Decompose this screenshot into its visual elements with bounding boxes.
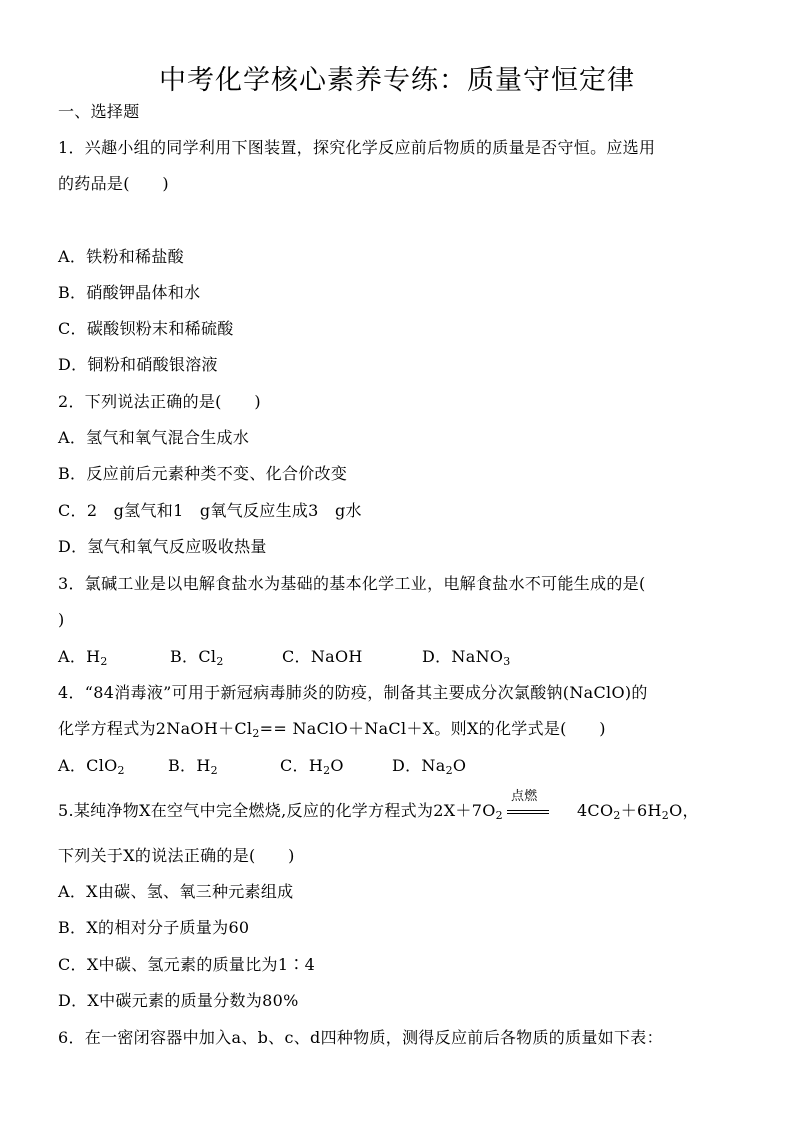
- q1-stem-line1: 1．兴趣小组的同学利用下图装置，探究化学反应前后物质的质量是否守恒。应选用: [58, 138, 656, 157]
- q2-option-a: A．氢气和氧气混合生成水: [58, 428, 250, 447]
- q2-stem: 2．下列说法正确的是( ): [58, 392, 261, 411]
- q4-options: [58, 756, 466, 776]
- reaction-condition: 点燃: [510, 789, 538, 804]
- q2-option-b: B．反应前后元素种类不变、化合价改变: [58, 464, 348, 483]
- q3-option-b: B．$Cl_2$: [170, 647, 224, 668]
- q3-option-d: D．NaNO$_3$: [422, 647, 511, 668]
- q3-options: [58, 647, 511, 667]
- q1-option-c: C．碳酸钡粉末和稀硫酸: [58, 319, 234, 338]
- section-heading: 一、选择题: [58, 102, 140, 121]
- q4-option-d: D．$Na_2O$: [392, 756, 467, 777]
- q4-stem-line2: 化学方程式为$2NaOH+Cl_2==$ NaClO＋NaCl＋X。则X的化学式是( ): [58, 719, 606, 740]
- q4-stem-line1: 4．“84消毒液”可用于新冠病毒肺炎的防疫，制备其主要成分次氯酸钠(NaClO)的: [58, 683, 648, 702]
- page-title: 中考化学核心素养专练：质量守恒定律: [159, 65, 635, 96]
- q5-stem-line1: 5.某纯净物X在空气中完全燃烧,反应的化学方程式为$2X+7O_2$ 点燃 $4CO_2+6H_2O$，: [58, 789, 699, 822]
- q5-option-d: D．X中碳元素的质量分数为80%: [58, 991, 299, 1010]
- q5-stem-line2: 下列关于X的说法正确的是( ): [58, 846, 295, 865]
- q5-option-b: B．X的相对分子质量为60: [58, 918, 250, 937]
- q2-option-d: D．氢气和氧气反应吸收热量: [58, 537, 267, 556]
- q2-option-c: C．2 g氢气和1 g氧气反应生成3 g水: [58, 501, 362, 520]
- q3-option-c: C．NaOH: [282, 647, 363, 666]
- q3-stem-line2: ): [58, 610, 65, 629]
- q5-option-c: C．X中碳、氢元素的质量比为1∶4: [58, 955, 316, 974]
- q1-option-a: A．铁粉和稀盐酸: [58, 247, 184, 266]
- q1-stem-line2: 的药品是( ): [58, 174, 169, 193]
- q3-option-a: A．$H_2$: [58, 647, 108, 668]
- reaction-arrow: [507, 789, 551, 821]
- q6-stem-line1: 6．在一密闭容器中加入a、b、c、d四种物质，测得反应前后各物质的质量如下表：: [58, 1028, 663, 1047]
- q3-stem-line1: 3．氯碱工业是以电解食盐水为基础的基本化学工业，电解食盐水不可能生成的是(: [58, 574, 646, 593]
- q1-option-d: D．铜粉和硝酸银溶液: [58, 355, 218, 374]
- q1-option-b: B．硝酸钾晶体和水: [58, 283, 201, 302]
- q4-option-b: B．$H_2$: [168, 756, 218, 777]
- q5-option-a: A．X由碳、氢、氧三种元素组成: [58, 882, 294, 901]
- q4-option-a: A．ClO$_2$: [58, 756, 125, 777]
- q4-option-c: C．$H_2O$: [280, 756, 344, 777]
